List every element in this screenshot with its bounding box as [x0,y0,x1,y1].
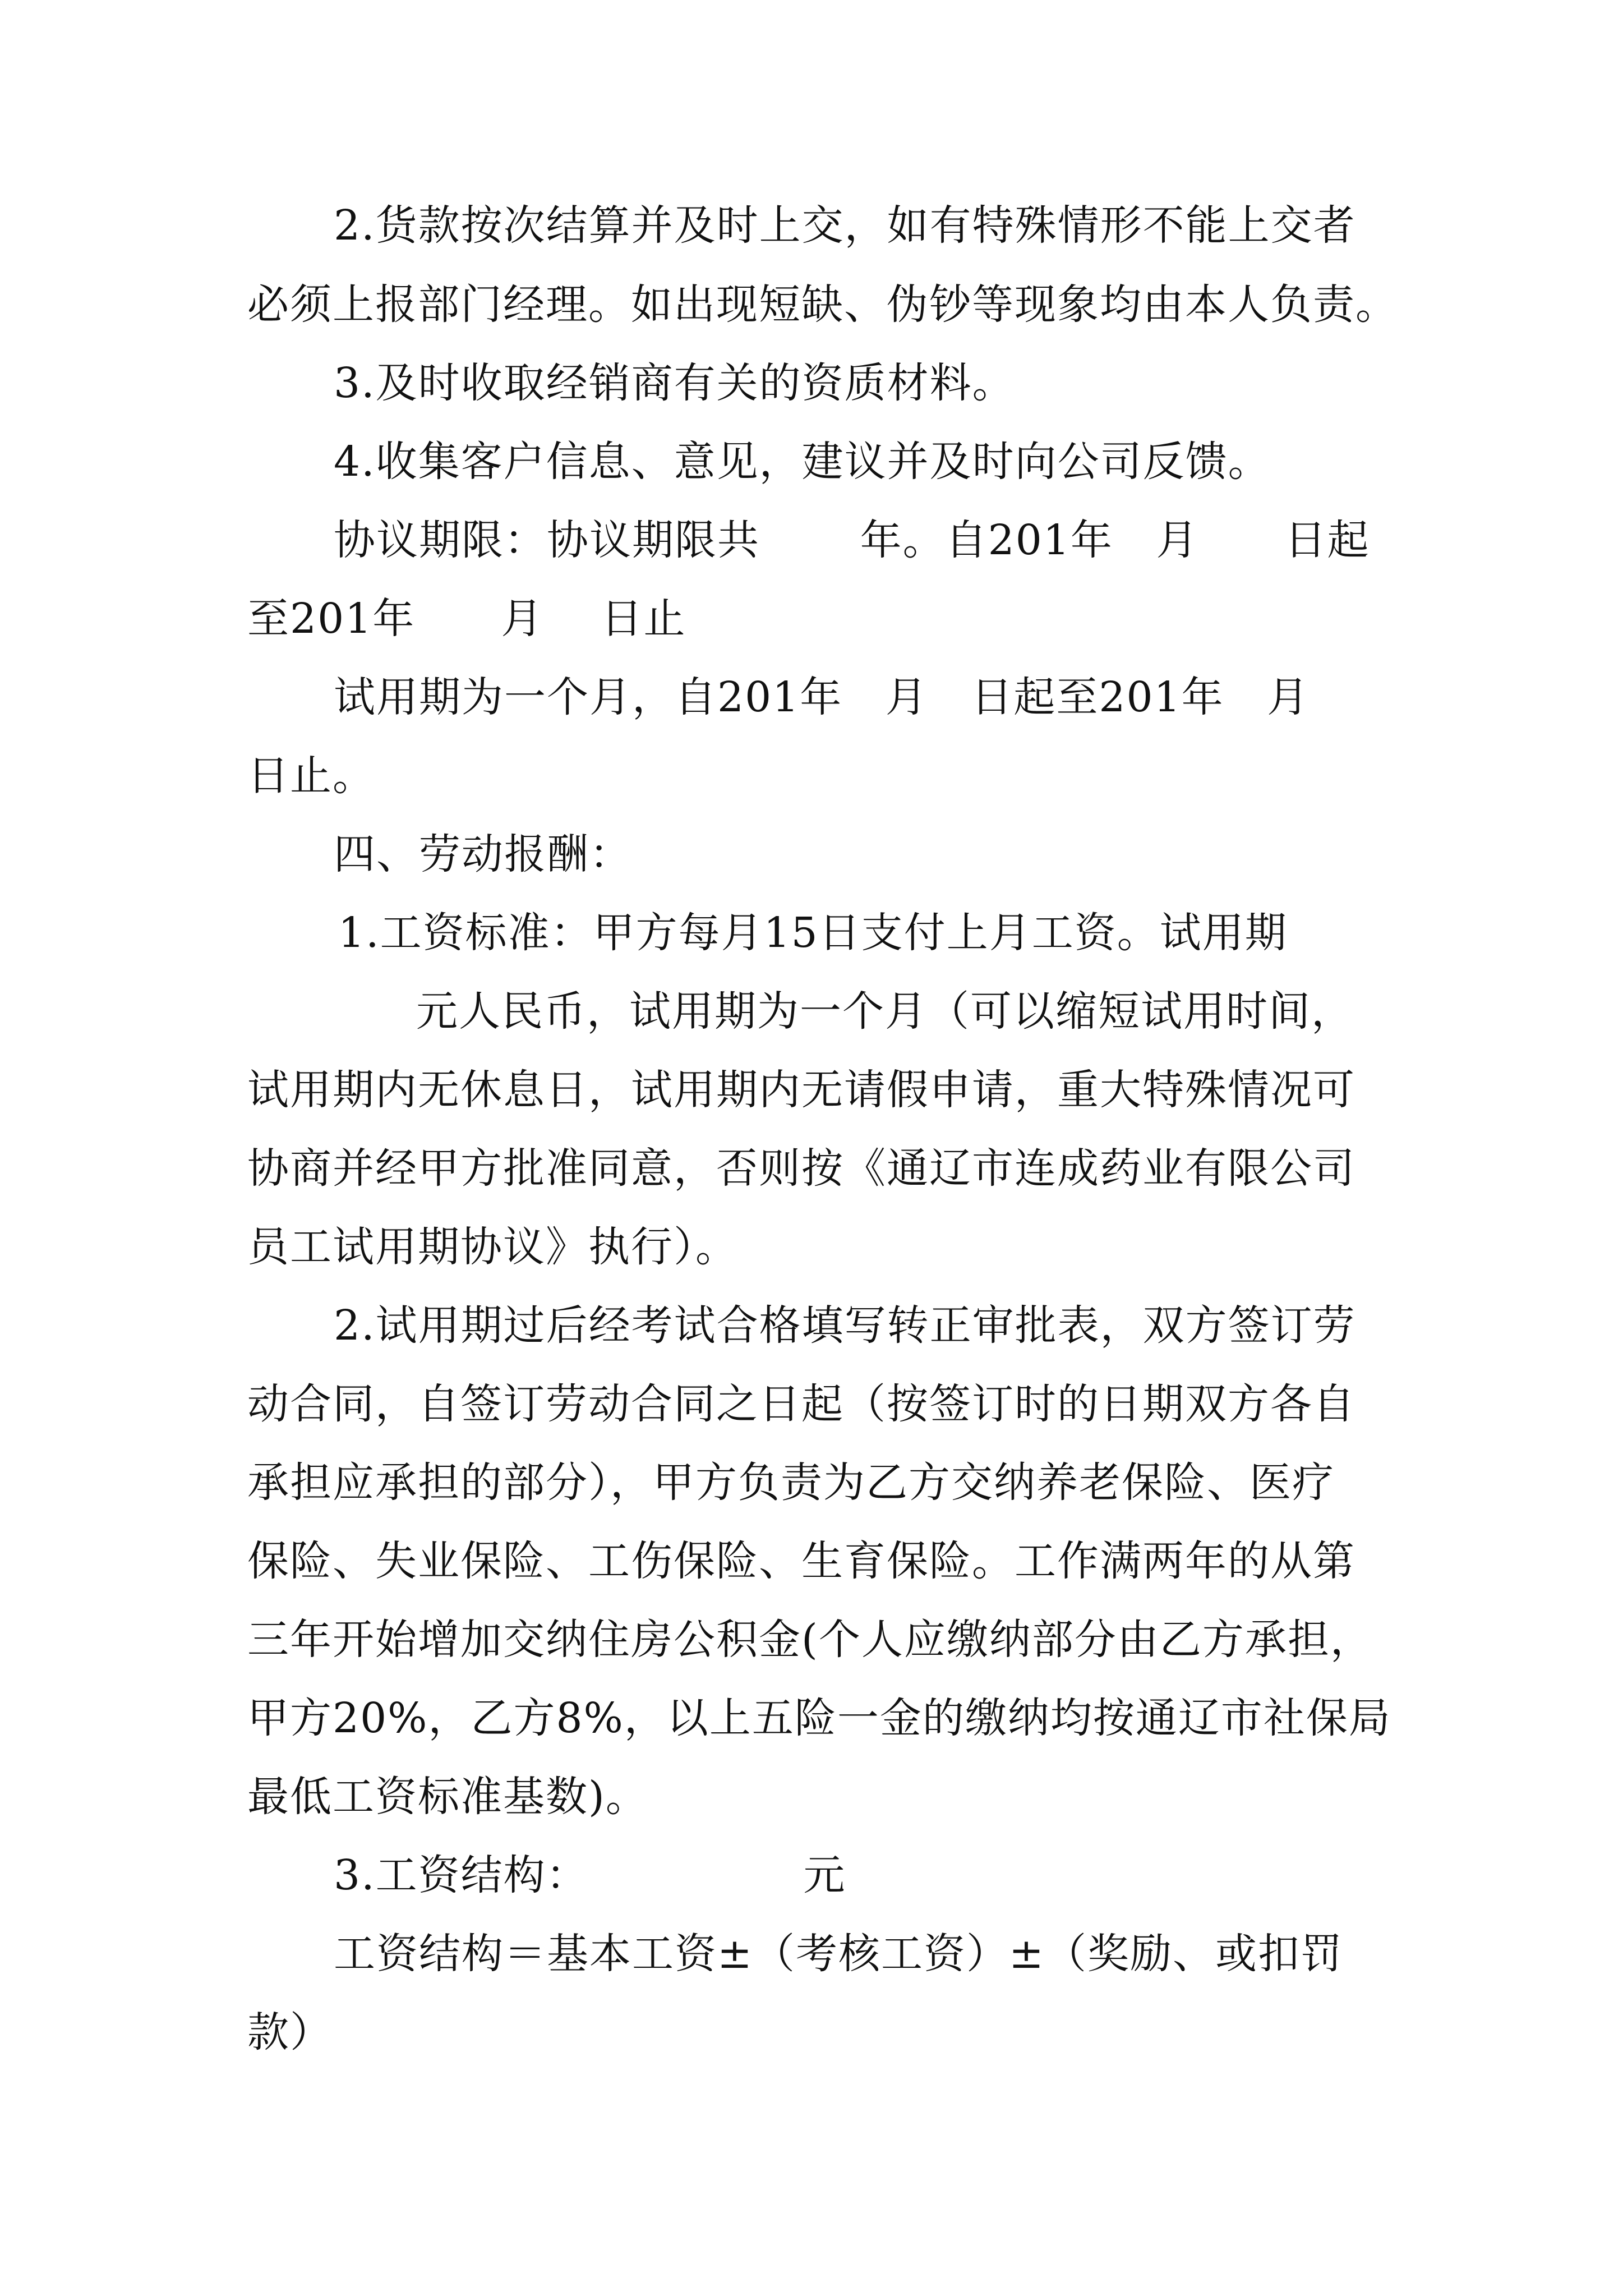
social-insurance-line-3: 承担应承担的部分），甲方负责为乙方交纳养老保险、医疗 [247,1458,1335,1507]
wage-structure-formula-line-1: 工资结构＝基本工资±（考核工资）±（奖励、或扣罚 [334,1930,1344,1978]
wage-standard-line-1: 1.工资标准：甲方每月15日支付上月工资。试用期 [338,909,1288,957]
paragraph-payment-line-2: 必须上报部门经理。如出现短缺、伪钞等现象均由本人负责。 [247,280,1398,329]
paragraph-qualification: 3.及时收取经销商有关的资质材料。 [334,359,1015,407]
wage-standard-line-4: 协商并经甲方批准同意，否则按《通辽市连成药业有限公司 [247,1144,1355,1193]
wage-standard-line-5: 员工试用期协议》执行）。 [247,1223,738,1271]
paragraph-customer-feedback: 4.收集客户信息、意见，建议并及时向公司反馈。 [334,438,1271,486]
social-insurance-line-6: 甲方20%，乙方8%，以上五险一金的缴纳均按通辽市社保局 [247,1694,1391,1742]
agreement-term-line-1: 协议期限：协议期限共 年。自201年 月 日起 [334,516,1370,564]
social-insurance-line-1: 2.试用期过后经考试合格填写转正审批表，双方签订劳 [334,1301,1356,1350]
paragraph-payment-line-1: 2.货款按次结算并及时上交，如有特殊情形不能上交者 [334,201,1356,250]
wage-structure-heading: 3.工资结构： 元 [334,1851,846,1899]
probation-period-line-1: 试用期为一个月，自201年 月 日起至201年 月 [334,673,1310,721]
social-insurance-line-5: 三年开始增加交纳住房公积金(个人应缴纳部分由乙方承担， [247,1616,1373,1664]
social-insurance-line-7: 最低工资标准基数)。 [247,1773,648,1821]
agreement-term-line-2: 至201年 月 日止 [247,595,686,643]
wage-structure-formula-line-2: 款） [247,2008,333,2056]
social-insurance-line-2: 动合同，自签订劳动合同之日起（按签订时的日期双方各自 [247,1380,1355,1428]
probation-period-line-2: 日止。 [247,752,375,800]
social-insurance-line-4: 保险、失业保险、工伤保险、生育保险。工作满两年的从第 [247,1537,1355,1585]
wage-standard-line-3: 试用期内无休息日，试用期内无请假申请，重大特殊情况可 [247,1066,1355,1114]
section-heading-remuneration: 四、劳动报酬： [334,830,632,878]
wage-standard-line-2: 元人民币，试用期为一个月（可以缩短试用时间， [416,987,1354,1036]
